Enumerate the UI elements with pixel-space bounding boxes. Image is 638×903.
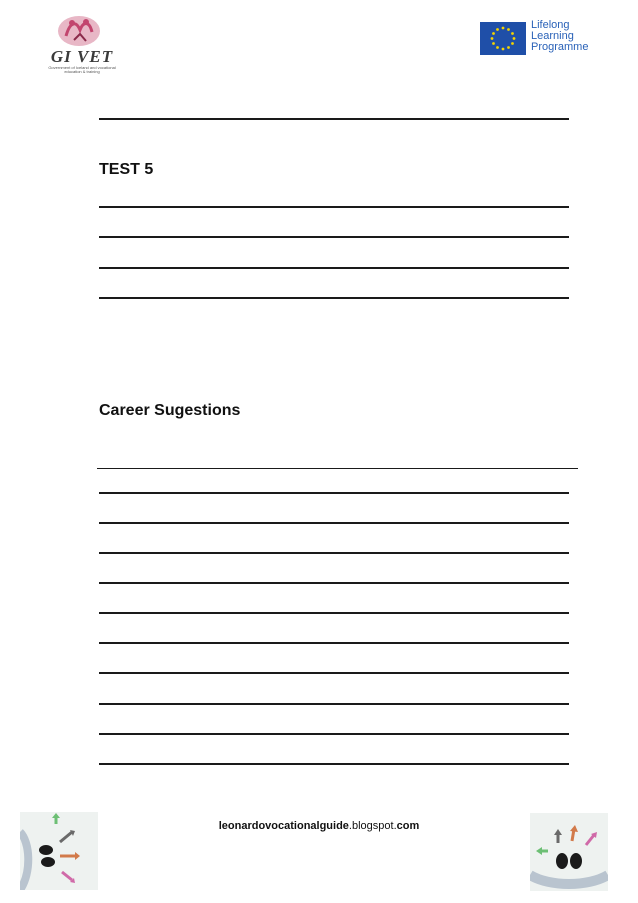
llp-logo-text [531, 20, 588, 53]
answer-line [99, 206, 569, 208]
llp-logo [480, 20, 610, 60]
answer-line [99, 703, 569, 705]
givet-logo-name: GI VET [50, 47, 114, 66]
career-feet-arrows-icon [530, 813, 608, 891]
answer-line [99, 118, 569, 120]
answer-line [99, 612, 569, 614]
answer-line [99, 522, 569, 524]
footer-url-part-1: leonardovocationalguide [218, 820, 349, 832]
answer-line [97, 468, 578, 469]
answer-line [99, 552, 569, 554]
llp-line-1: Lifelong [531, 19, 570, 31]
givet-logo-tagline: Government of Iceland and vocational education & training [48, 65, 116, 74]
givet-logo-icon [56, 14, 102, 48]
llp-line-2: Learning [531, 30, 574, 42]
answer-line [99, 297, 569, 299]
eu-flag-icon [480, 22, 526, 55]
givet-logo [42, 14, 122, 76]
footer-url-part-2: .blogspot. [348, 820, 397, 832]
llp-line-3: Programme [531, 41, 589, 53]
answer-line [99, 763, 569, 765]
answer-line [99, 642, 569, 644]
footer-url-part-3: com [396, 820, 420, 832]
answer-line [99, 236, 569, 238]
section-title-test: TEST 5 [99, 161, 154, 178]
answer-line [99, 582, 569, 584]
answer-line [99, 672, 569, 674]
answer-line [99, 492, 569, 494]
answer-line [99, 733, 569, 735]
answer-line [99, 267, 569, 269]
section-title-career: Career Sugestions [99, 402, 241, 419]
